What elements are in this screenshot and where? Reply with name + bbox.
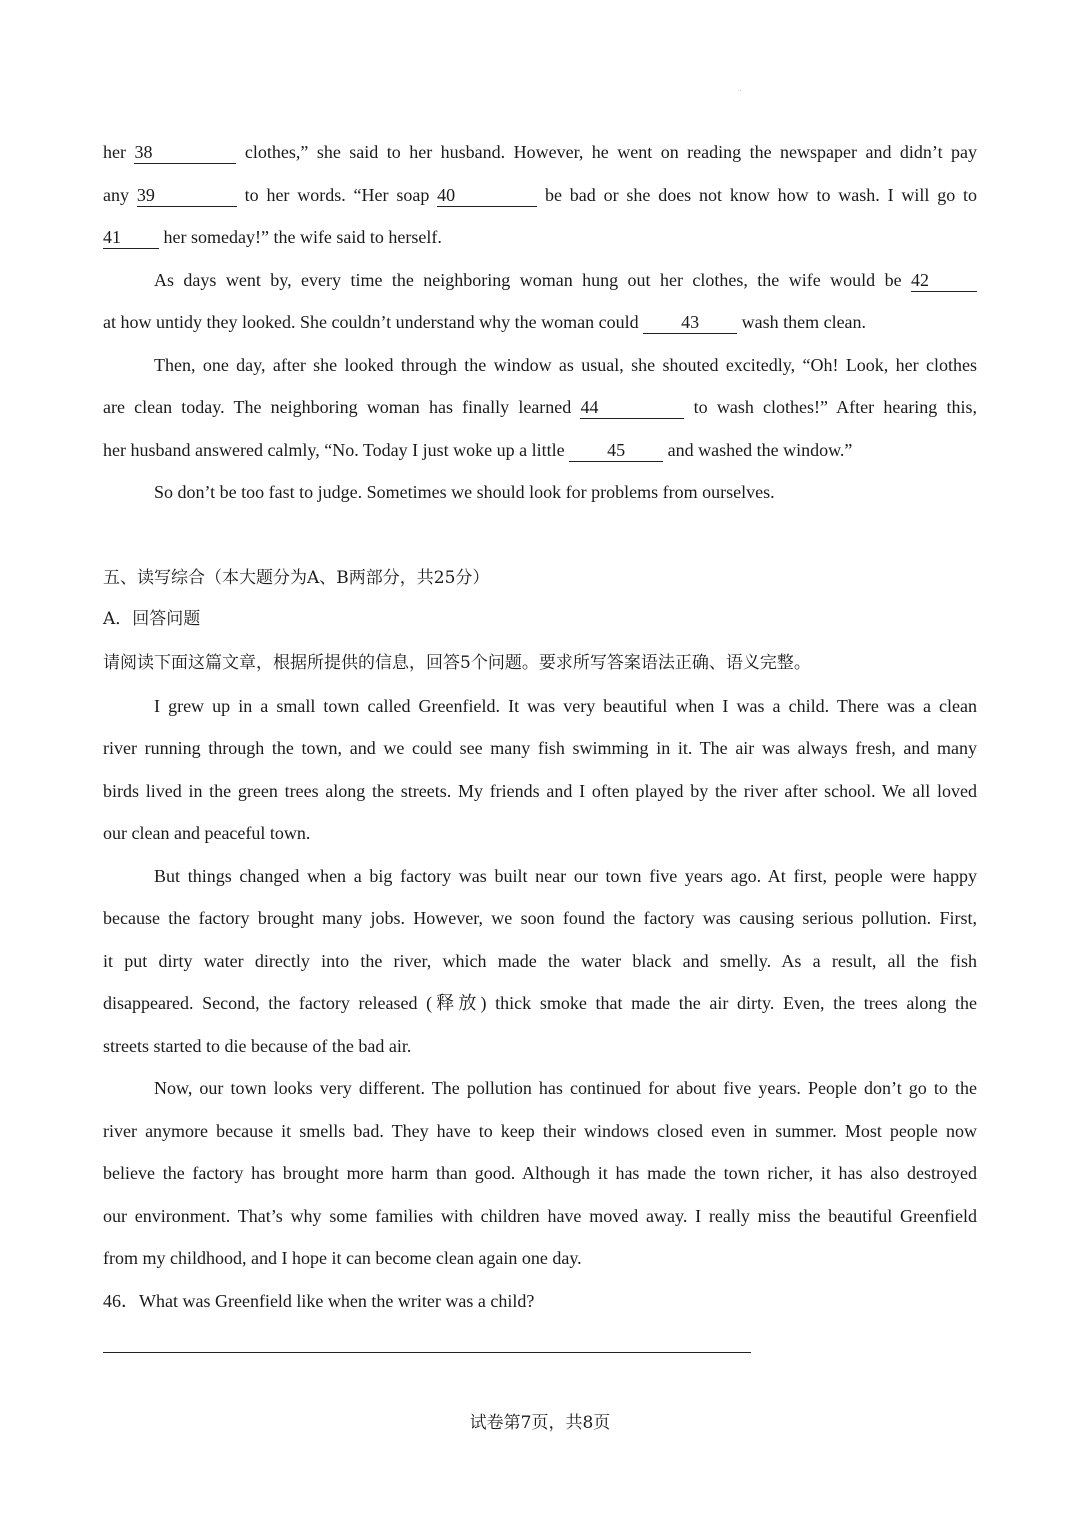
text: her husband answered calmly, “No. Today I just woke up a little: [103, 439, 570, 460]
section-heading: 五、读写综合（本大题分为A、B两部分，共25分）: [103, 567, 490, 588]
question-46: 46．What was Greenfield like when the writer was a child?: [103, 1290, 535, 1311]
cloze-line-8: [103, 429, 977, 472]
text: be bad or she does not know how to wash. I will go to: [537, 184, 978, 205]
text: Then, one day, after she looked through the window as usual, she shouted excitedly, “Oh! Look, her clothes: [154, 354, 977, 375]
text: any: [103, 184, 137, 205]
passage-line: because the factory brought many jobs. However, we soon found the factory was causing serious pollution. First,: [103, 908, 977, 928]
passage-line: river running through the town, and we could see many fish swimming in it. The air was always fresh, and many: [103, 738, 977, 758]
passage-line: disappeared. Second, the factory released (释放) thick smoke that made the air dirty. Even, the trees along the: [103, 993, 977, 1013]
passage-line: Now, our town looks very different. The pollution has continued for about five years. People don’t go to the: [154, 1078, 977, 1098]
passage-line: river anymore because it smells bad. They have to keep their windows closed even in summer. Most people now: [103, 1120, 977, 1141]
text: clothes,” she said to her husband. However, he went on reading the newspaper and didn’t pay: [236, 142, 978, 162]
blank-40[interactable]: 40: [437, 185, 537, 207]
blank-43[interactable]: 43: [643, 312, 737, 334]
passage-line: But things changed when a big factory was built near our town five years ago. At first, people were happy: [154, 865, 977, 886]
passage-line: our environment. That’s why some families with children have moved away. I really miss the beautiful Greenfield: [103, 1205, 977, 1226]
blank-38[interactable]: 38: [134, 142, 236, 164]
cloze-line-7: [103, 386, 977, 429]
text: wash them clean.: [737, 312, 867, 332]
text: her someday!” the wife said to herself.: [159, 227, 442, 247]
text: So don’t be too fast to judge. Sometimes we should look for problems from ourselves.: [154, 482, 775, 502]
passage-line: it put dirty water directly into the river, which made the water black and smelly. As a result, all the fish: [103, 950, 977, 971]
cloze-line-9: [103, 471, 977, 514]
blank-39[interactable]: 39: [137, 185, 237, 207]
passage-line: our clean and peaceful town.: [103, 823, 311, 843]
passage-line: birds lived in the green trees along the streets. My friends and I often played by the river after school. We all loved: [103, 780, 977, 801]
text: are clean today. The neighboring woman has finally learned: [103, 397, 581, 417]
text: As days went by, every time the neighboring woman hung out her clothes, the wife would be: [154, 269, 911, 290]
text: her: [103, 142, 135, 162]
blank-42[interactable]: 42: [911, 270, 977, 292]
blank-45[interactable]: 45: [569, 440, 663, 462]
cloze-line-1: [103, 131, 977, 174]
blank-44[interactable]: 44: [580, 397, 684, 419]
passage-line: I grew up in a small town called Greenfield. It was very beautiful when I was a child. There was a clean: [154, 695, 977, 716]
cloze-line-5: [103, 301, 977, 344]
exam-page: [103, 131, 977, 1322]
cloze-line-6: [103, 344, 977, 387]
answer-line-46[interactable]: [103, 1352, 751, 1353]
part-a-heading: A．回答问题: [103, 609, 201, 629]
text: at how untidy they looked. She couldn’t understand why the woman could: [103, 312, 644, 332]
page-footer: 试卷第7页，共8页: [469, 1413, 611, 1433]
text: to wash clothes!” After hearing this,: [684, 397, 977, 417]
passage-line: believe the factory has brought more harm than good. Although it has made the town richer, it has also destroyed: [103, 1163, 977, 1183]
cloze-line-2: [103, 174, 977, 217]
instruction: 请阅读下面这篇文章，根据所提供的信息，回答5个问题。要求所写答案语法正确、语义完整。: [103, 653, 811, 673]
passage-line: from my childhood, and I hope it can become clean again one day.: [103, 1248, 582, 1268]
text: to her words. “Her soap: [236, 184, 438, 205]
passage-line: streets started to die because of the bad air.: [103, 1035, 412, 1056]
text: and washed the window.”: [663, 439, 853, 460]
cloze-line-3: [103, 216, 977, 259]
scan-dot: [740, 90, 741, 91]
section-spacer: [103, 514, 977, 557]
blank-41[interactable]: 41: [103, 227, 159, 249]
cloze-line-4: [103, 259, 977, 302]
